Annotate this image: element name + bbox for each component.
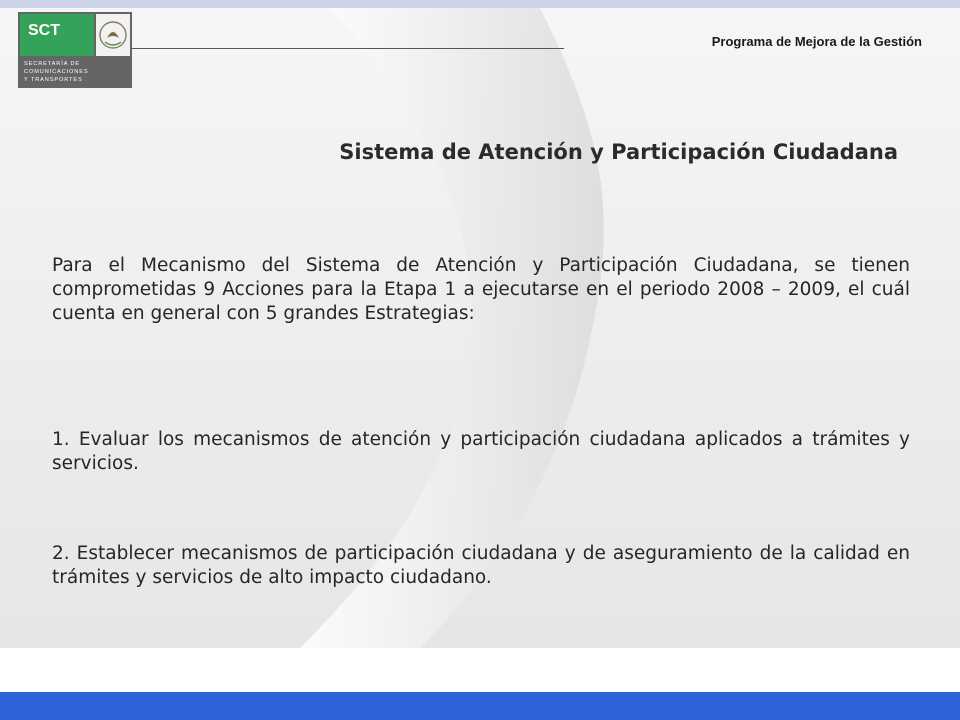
strategy-item-2: 2. Establecer mecanismos de participación ciudadana y de aseguramiento de la calidad en trámites y servicios de alto impacto ciudadano.: [52, 543, 910, 588]
top-band: [0, 0, 960, 8]
strategy-item-1: 1. Evaluar los mecanismos de atención y participación ciudadana aplicados a trámites y servicios.: [52, 429, 910, 474]
logo-subtitle-line: COMUNICACIONES: [24, 69, 89, 75]
intro-paragraph: Para el Mecanismo del Sistema de Atención y Participación Ciudadana, se tienen comprometidas 9 Acciones para la Etapa 1 a ejecutarse en el periodo 2008 – 2009, el cuál cuenta en general con 5 grandes Estrategias:: [52, 255, 910, 324]
header-divider: [132, 48, 564, 49]
logo-subtitle-line: Y TRANSPORTES: [24, 77, 83, 83]
footer-spacer: [0, 648, 960, 692]
sct-logo: [18, 12, 132, 88]
national-seal-icon: [96, 14, 130, 56]
slide-title: Sistema de Atención y Participación Ciudadana: [339, 140, 898, 164]
bottom-band: [0, 692, 960, 720]
logo-acronym: SCT: [20, 14, 94, 56]
logo-subtitle-line: SECRETARÍA DE: [24, 61, 81, 67]
program-title: Programa de Mejora de la Gestión: [711, 34, 922, 49]
logo-subtitle: [24, 60, 128, 84]
